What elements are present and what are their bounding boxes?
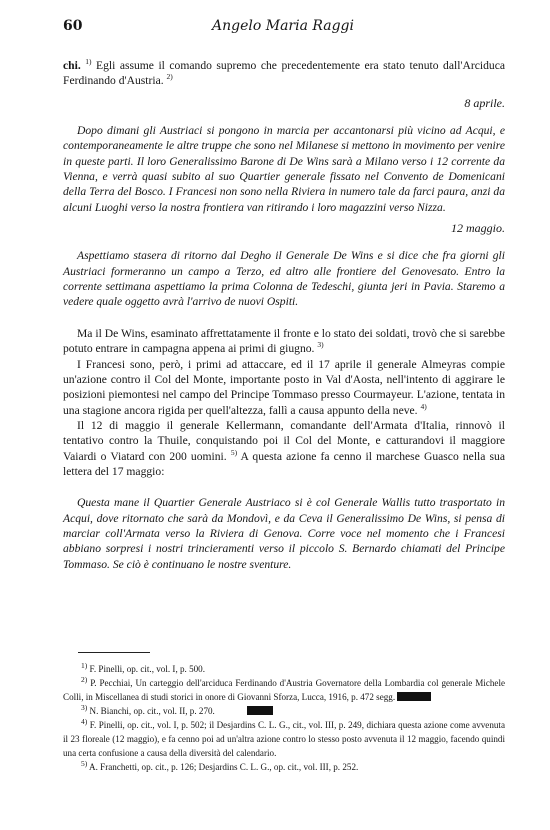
paragraph-text: Il 12 di maggio il generale Kellermann, comandante dell'Armata d'Italia, rinnovò il tentativo contro la Thuile, conquistando poi il Col del Monte, e catturandovi il maggiore Vaiardi o Viatard con 200 uomini.	[63, 418, 505, 463]
quoted-letter-3: Questa mane il Quartier Generale Austriaco si è col Generale Wallis tutto trasportato in Acqui, dove ritornato che sarà da Mondovì, e da Ceva il Generalissimo De Wins, si pensa di marciar coll'Armata verso la Riviera di Genova. Corre voce nel momento che i Francesi abbiano sorpresi i nostri trincieramenti verso il piccolo S. Bernardo chiamati del Principe Tommaso. Se ciò è continuano le nostre sventure.	[63, 496, 505, 571]
redaction-bar	[247, 706, 273, 715]
letter-date-8-aprile: 8 aprile.	[464, 95, 505, 110]
footnote-4	[63, 718, 505, 760]
footnote-ref-5: 5)	[230, 447, 238, 457]
footnote-5	[63, 760, 505, 774]
footnote-mark: 4)	[81, 716, 88, 726]
footnote-1	[63, 662, 505, 676]
footnote-separator	[78, 652, 150, 653]
footnote-text: F. Pinelli, op. cit., vol. I, p. 500.	[89, 664, 206, 674]
page-header	[63, 18, 503, 40]
paragraph-text: Egli assume il comando supremo che precedentemente era stato tenuto dall'Arciduca Ferdinando d'Austria.	[63, 59, 505, 88]
paragraph-kellermann	[63, 418, 505, 479]
footnote-ref-4: 4)	[420, 401, 427, 411]
footnote-text: N. Bianchi, op. cit., vol. II, p. 270.	[89, 706, 215, 716]
footnote-mark: 1)	[81, 660, 88, 670]
spacer	[63, 479, 505, 495]
footnote-mark: 3)	[81, 702, 88, 712]
page-number: 60	[63, 18, 83, 34]
footnote-text: F. Pinelli, op. cit., vol. I, p. 502; il Desjardins C. L. G., cit., vol. III, p. 249, dichiara questa azione come avvenuta il 23 floreale (12 maggio), e fa cenno poi ad un'altra azione contro lo stesso posto avvenuta il 12 maggio, facendo quindi una certa confusione a causa della diversità del calendario.	[63, 720, 505, 758]
spacer	[63, 111, 505, 123]
word-chi: chi.	[63, 59, 81, 72]
paragraph-text: Ma il De Wins, esaminato affrettatamente il fronte e lo stato dei soldati, trovò che si sarebbe potuto entrare in campagna appena ai primi di giugno.	[63, 326, 505, 356]
footnotes	[63, 662, 505, 774]
footnote-mark: 5)	[81, 758, 88, 768]
footnote-3	[63, 704, 505, 718]
running-title: Angelo Maria Raggi	[212, 18, 354, 34]
footnote-2	[63, 676, 505, 704]
quoted-letter-1: Dopo dimani gli Austriaci si pongono in marcia per accantonarsi più vicino ad Acqui, e contemporaneamente le altre truppe che sono nel Milanese si mettono in movimento per venire in queste parti. Il loro Generalissimo Barone di De Wins sarà a Milano verso i 12 corrente da Vienna, e verrà quasi subito al suo Quartier generale fissato nel Convento de Domenicani della Terra del Bosco. I Francesi non sono nella Riviera in numero tale da farci paura, anzi da alcuni Luoghi verso la nostra frontiera van ritirando i loro magazzini verso Nizza.	[63, 124, 505, 214]
footnote-ref-3: 3)	[317, 340, 324, 350]
redaction-bar	[397, 692, 431, 701]
spacer	[63, 236, 505, 248]
paragraph-francesi	[63, 357, 505, 418]
footnote-text: A. Franchetti, op. cit., p. 126; Desjardins C. L. G., op. cit., vol. III, p. 252.	[89, 762, 359, 772]
footnote-mark: 2)	[81, 674, 88, 684]
footnote-text: P. Pecchiai, Un carteggio dell'arciduca Ferdinando d'Austria Governatore della Lombardia col generale Michele Colli, in Miscellanea di studi storici in onore di Giovanni Sforza, Lucca, 1916, p. 472 segg.	[63, 678, 506, 702]
footnote-ref-2: 2)	[166, 72, 173, 82]
main-text	[63, 58, 505, 572]
spacer	[63, 310, 505, 326]
quoted-letter-2: Aspettiamo stasera di ritorno dal Degho il Generale De Wins e si dice che fra giorni gli Austriaci formeranno un campo a Terzo, ed altro alle frontiere del Genovesato. Entro la corrente settimana aspettiamo la prima Colonna de Tedeschi, giunta jeri in Pavia. Staremo a vedere quale oggetto avrà l'arrivo de nuovi Ospiti.	[63, 249, 505, 309]
footnote-ref-1: 1)	[85, 57, 92, 67]
paragraph-text: I Francesi sono, però, i primi ad attaccare, ed il 17 aprile il generale Almeyras compie un'azione contro il Col del Monte, importante posto in Val d'Aosta, nell'intento di aggirare le posizioni piemontesi nel campo del Principe Tommaso presso Courmayeur. L'azione, tentata in una stagione ancora rigida per quell'altezza, fallì a causa appunto della neve.	[63, 357, 505, 417]
paragraph-dewins	[63, 326, 505, 357]
letter-date-12-maggio: 12 maggio.	[451, 221, 505, 236]
paragraph-continuation	[63, 58, 505, 89]
paragraph-text: A questa azione fa cenno il marchese Guasco nella sua lettera del 17 maggio:	[63, 449, 505, 478]
